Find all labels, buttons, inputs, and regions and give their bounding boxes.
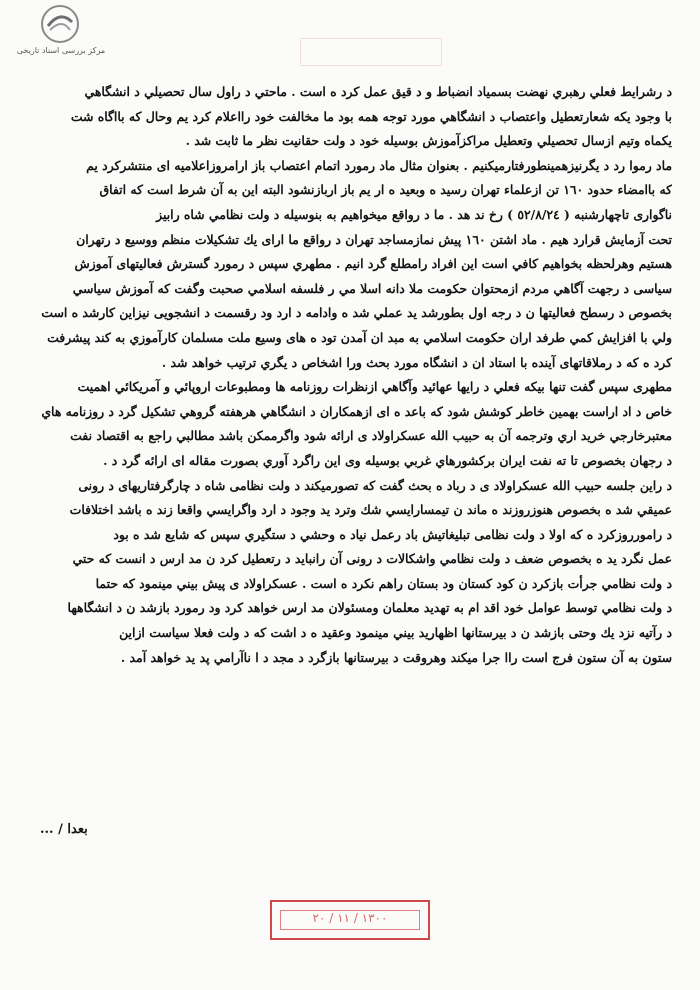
document-line: هستيم وهرلحظه بخواهيم كافي است اين افراد رامطلع گرد انيم . مطهري سپس د رمورد گسترش فعاليتهاى آموزش bbox=[74, 256, 672, 272]
document-line: مطهرى سپس گفت تنها بيكه فعلي د رايها عهائيد وآگاهي ازنظرات روزنامه ها ومطبوعات اروپائي و آمريكائي اهميت bbox=[77, 379, 672, 395]
document-line: كه باامضاء حدود ١٦٠ تن ازعلماء تهران رسيد ه وبعيد ه ار يم باز اربازنشود البته اين به آن شرط است كه اتفاق bbox=[99, 182, 672, 198]
document-line: د راين جلسه حبيب الله عسكراولاد ى د رباد ه بحث گفت كه تصورميكند د ولت نظامى شاه د چارگرفتاريهاى د رونى bbox=[78, 477, 672, 493]
document-line: يكماه وتيم ازسال تحصيلي وتعطيل مراكزآموزش بوسيله خود د ولت حقانيت نظر ما ثابت شد . bbox=[185, 133, 672, 149]
document-line: عميقي شد ه بخصوص هنوزروزند ه ماند ن تيمسارايسي شك وترد يد وجود د ارد واگرايسي واقعا زند ه باشد اختلافات bbox=[69, 502, 672, 518]
document-line: تحت آزمايش قرارد هيم . ماد اشتن ١٦٠ پيش نمازمساجد تهران د رواقع ما ارای يك تشكيلات منظم ووسيع د رتهران bbox=[76, 231, 672, 247]
document-line: معتبرخارجي خريد اري وترجمه آن به حبيب الله عسكراولاد ى ارائه شود واگرممكن باشد مطالبي راجع به اقتصاد نفت bbox=[70, 428, 672, 444]
faint-header-box bbox=[300, 38, 442, 66]
document-line: با وجود يكه شعارتعطيل واعتصاب د انشگاهي مورد توجه همه بود ما مخالفت خود رااعلام كرد يم وحال كه بااگاه شت bbox=[70, 108, 672, 124]
document-line: ستون به آن ستون فرج است راا جرا ميكند وهروقت د بيرستانها بازگرد د مجد د ا ناآرامي پد يد خواهد آمد . bbox=[120, 649, 672, 665]
document-line: ماد رموا رد د يگرنيزهمينطورفتارميكنيم . بعنوان مثال ماد رمورد اتمام اعتصاب باز ارامروزاعلاميه اى منتشركرد يم bbox=[86, 157, 672, 173]
document-line: د ولت نظامي توسط عوامل خود اقد ام به تهديد معلمان ومسئولان مد ارس خواهد كرد ود رمورد بازشد ن د انشگاهها bbox=[67, 600, 672, 616]
document-line: د رشرايط فعلي رهبري نهضت بسمياد انضباط و د قيق عمل كرد ه است . ماحتي د راول سال تحصيلي د انشگاهي bbox=[84, 84, 672, 99]
document-line: كرد ه كه د رملاقاتهاى آينده با استاد ان د انشگاه مورد بحث ورا اشخاص د يگري ترتيب خواهد شد . bbox=[161, 354, 672, 370]
document-line: د ولت نظامي جرأت بازكرد ن كود كستان ود بستان راهم نكرد ه است . عسكراولاد ى پيش بيني مينمود كه حتما bbox=[95, 575, 672, 591]
document-line: د رجهان بخصوص تا ته نفت ايران بركشورهاي غربي بوسيله وى اين راگرد آوري بصورت مقاله اى ارائه گرد د . bbox=[103, 452, 672, 468]
document-line: ناگوارى تاچهارشنبه ( ٥٢/٨/٢٤ ) رخ ند هد . ما د رواقع ميخواهيم به بنوسيله د ولت نظامي شاه رابيز bbox=[156, 206, 672, 222]
archive-emblem-icon bbox=[40, 4, 80, 44]
document-body bbox=[32, 80, 672, 670]
archive-logo bbox=[6, 4, 116, 60]
document-line: د رآتيه نزد يك وحتى بازشد ن د بيرستانها اظهاريد بيني مينمود وعقيد ه د اشت كه د ولت فعلا سياست ازاين bbox=[119, 625, 672, 641]
document-line: ولي با افزايش كمي طرفد اران حكومت اسلامي به مبد ان آمدن تود ه هاى وسيع ملت مسلمان كارآموزي به كند پيشرفت bbox=[47, 329, 672, 345]
archive-name: مرکز بررسی اسناد تاریخی bbox=[16, 46, 106, 55]
document-line: عمل نگرد يد ه بخصوص ضعف د ولت نظامي واشكالات د رونى آن رانبايد د رتعطيل كرد ن مد ارس د انست كه حتي bbox=[72, 551, 672, 567]
document-line: بخصوص د رسطح فعاليتها ن د رجه اول بطورشد يد عملي شد ه وادامه د ارد ود رقسمت د انشجويى نيزاين كارشد ه است bbox=[41, 305, 672, 321]
document-line: سياسى د رجهت آگاهي مردم ازمحتوان حكومت ملا دانه اسلا مي ر فلسفه اسلامي صحبت وگفت كه آموزش سياسي bbox=[72, 280, 672, 296]
document-line: خاص د اد اراست بهمين خاطر كوشش شود كه باعد ه اى ازهمكاران د انشگاهي هرهفته گروهي تشكيل گرد د روزنامه هاي bbox=[41, 403, 672, 419]
stamp-text: ۱۳۰۰ / ۱۱ / ۲۰ bbox=[312, 911, 388, 925]
document-line: د رامورروزكرد ه كه اولا د ولت نظامى تبليغاتيش باد رعمل نياد ه وحشي د ستگيري سپس كه شايع شد ه بود bbox=[113, 526, 672, 542]
continuation-mark: بعدا / ... bbox=[40, 822, 88, 837]
archive-stamp bbox=[270, 900, 430, 940]
